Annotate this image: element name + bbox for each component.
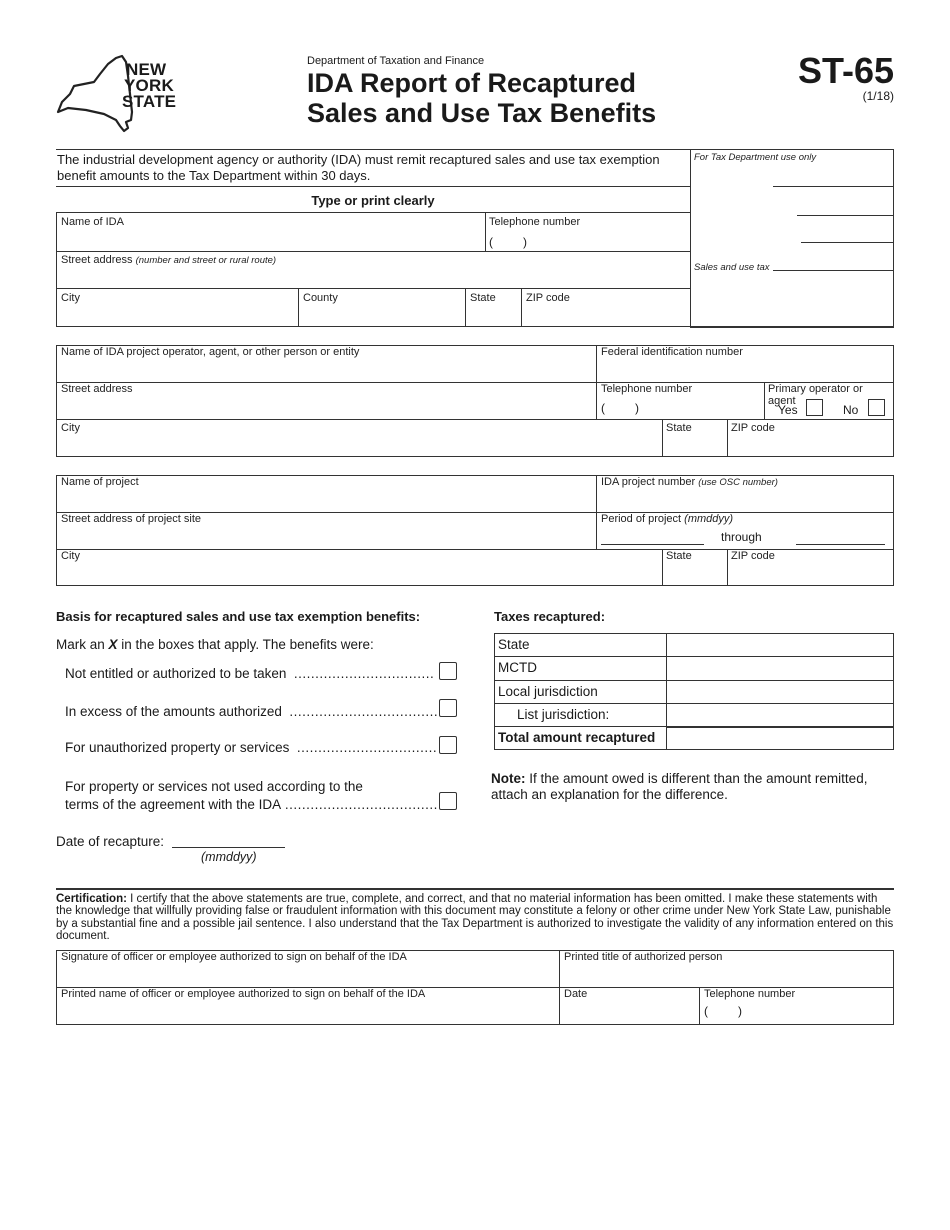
primary-no-checkbox[interactable] bbox=[868, 399, 885, 416]
ida-zip-label: ZIP code bbox=[526, 292, 570, 304]
cert-date-field[interactable] bbox=[560, 988, 698, 1024]
tax-row-local-label: Local jurisdiction bbox=[498, 684, 598, 699]
title-line-2: Sales and Use Tax Benefits bbox=[307, 98, 657, 128]
note-label: Note: bbox=[491, 771, 526, 786]
tax-row-mctd-label: MCTD bbox=[498, 660, 537, 675]
basis-item-2-label: In excess of the amounts authorized bbox=[65, 704, 282, 719]
period-end-input[interactable] bbox=[796, 530, 885, 545]
ida-county-field[interactable] bbox=[299, 289, 464, 326]
ida-city-field[interactable] bbox=[57, 289, 297, 326]
project-city-label: City bbox=[61, 550, 80, 562]
basis-item-2-checkbox[interactable] bbox=[439, 699, 457, 717]
basis-item-not-entitled bbox=[65, 666, 434, 681]
taxes-note bbox=[491, 771, 891, 803]
operator-name-label: Name of IDA project operator, agent, or other person or entity bbox=[61, 346, 360, 358]
printed-name-field[interactable] bbox=[57, 988, 558, 1024]
certification-text bbox=[56, 893, 894, 943]
basis-item-4-line-2: terms of the agreement with the IDA bbox=[65, 797, 282, 812]
ida-telephone-field[interactable] bbox=[486, 213, 689, 250]
operator-street-label: Street address bbox=[61, 383, 133, 395]
certification-body: I certify that the above statements are true, complete, and correct, and that no material information has been omitted. I make these statements with the knowledge that willfully providing false or fraudulent information with this document may constitute a felony or other crime under New York State Law, punishable by a substantial fine and a possible jail sentence. I also understand that the Tax Department is authorized to investigate the validity of any information entered on this document. bbox=[56, 893, 894, 943]
period-through-label: through bbox=[721, 530, 762, 544]
instruction-pre: Mark an bbox=[56, 637, 109, 652]
ida-street-label: Street address bbox=[61, 254, 133, 266]
basis-item-2-dots: ................................... bbox=[289, 704, 439, 719]
basis-item-3-dots: ................................. bbox=[296, 740, 438, 755]
primary-operator-group bbox=[765, 383, 893, 418]
basis-item-4-line-1: For property or services not used according to the bbox=[65, 779, 363, 794]
operator-zip-label: ZIP code bbox=[731, 422, 775, 434]
logo-text-state: STATE bbox=[122, 92, 177, 111]
basis-item-1-dots: ................................. bbox=[293, 666, 435, 681]
primary-yes-checkbox[interactable] bbox=[806, 399, 823, 416]
project-state-field[interactable] bbox=[663, 550, 726, 585]
operator-telephone-label: Telephone number bbox=[601, 383, 693, 395]
ida-city-label: City bbox=[61, 292, 80, 304]
basis-item-excess bbox=[65, 704, 438, 719]
operator-fein-label: Federal identification number bbox=[601, 346, 743, 358]
basis-item-3-label: For unauthorized property or services bbox=[65, 740, 290, 755]
project-name-label: Name of project bbox=[61, 476, 139, 488]
project-zip-label: ZIP code bbox=[731, 550, 775, 562]
tax-row-state-amount[interactable] bbox=[667, 634, 893, 656]
project-period-note: (mmddyy) bbox=[684, 513, 734, 525]
logo-text-york: YORK bbox=[124, 76, 174, 95]
sales-use-tax-label: Sales and use tax bbox=[694, 262, 770, 273]
ida-state-label: State bbox=[470, 292, 496, 304]
form-id: ST-65 bbox=[797, 50, 894, 91]
project-street-field[interactable] bbox=[57, 513, 595, 548]
printed-title-label: Printed title of authorized person bbox=[564, 951, 723, 963]
taxes-heading: Taxes recaptured: bbox=[494, 609, 606, 624]
period-start-input[interactable] bbox=[601, 530, 704, 545]
operator-telephone-field[interactable] bbox=[597, 383, 763, 418]
project-period-group bbox=[597, 513, 893, 548]
nys-logo bbox=[56, 54, 186, 134]
printed-name-label: Printed name of officer or employee authorized to sign on behalf of the IDA bbox=[61, 988, 426, 1000]
basis-heading: Basis for recaptured sales and use tax exemption benefits: bbox=[56, 609, 421, 624]
cert-telephone-paren: ( ) bbox=[704, 1004, 742, 1018]
cert-telephone-label: Telephone number bbox=[704, 988, 796, 1000]
basis-item-4-checkbox[interactable] bbox=[439, 792, 457, 810]
operator-name-field[interactable] bbox=[57, 346, 595, 381]
primary-yes-label: Yes bbox=[778, 403, 798, 417]
ida-telephone-label: Telephone number bbox=[489, 216, 581, 228]
date-of-recapture-note: (mmddyy) bbox=[201, 850, 257, 864]
ida-street-field[interactable] bbox=[57, 252, 689, 287]
project-zip-field[interactable] bbox=[728, 550, 893, 585]
basis-item-1-label: Not entitled or authorized to be taken bbox=[65, 666, 287, 681]
tax-row-list-jurisdiction-input[interactable] bbox=[667, 704, 893, 726]
operator-city-field[interactable] bbox=[57, 420, 661, 455]
ida-name-field[interactable] bbox=[57, 213, 484, 250]
project-number-label: IDA project number bbox=[601, 476, 696, 488]
ida-county-label: County bbox=[303, 292, 338, 304]
basis-item-1-checkbox[interactable] bbox=[439, 662, 457, 680]
project-name-field[interactable] bbox=[57, 476, 595, 511]
primary-operator-label: Primary operator or agent bbox=[768, 383, 863, 407]
cert-date-label: Date bbox=[564, 988, 588, 1000]
basis-item-3-checkbox[interactable] bbox=[439, 736, 457, 754]
printed-title-field[interactable] bbox=[560, 951, 893, 986]
instruction-post: in the boxes that apply. The benefits were: bbox=[117, 637, 374, 652]
operator-city-label: City bbox=[61, 422, 80, 434]
page-title bbox=[307, 68, 656, 128]
ida-zip-field[interactable] bbox=[522, 289, 689, 326]
tax-row-total-label: Total amount recaptured bbox=[498, 730, 656, 745]
department-name: Department of Taxation and Finance bbox=[307, 55, 485, 67]
project-state-label: State bbox=[666, 550, 692, 562]
tax-row-total-amount[interactable] bbox=[667, 728, 893, 749]
project-number-note: (use OSC number) bbox=[698, 477, 778, 488]
ida-state-field[interactable] bbox=[466, 289, 520, 326]
operator-telephone-paren: ( ) bbox=[601, 401, 639, 415]
note-text: If the amount owed is different than the amount remitted, attach an explanation for the difference. bbox=[491, 771, 868, 802]
operator-zip-field[interactable] bbox=[728, 420, 893, 455]
primary-no-label: No bbox=[843, 403, 859, 417]
project-period-label: Period of project bbox=[601, 513, 682, 525]
dept-use-label: For Tax Department use only bbox=[694, 152, 817, 163]
basis-item-unauthorized bbox=[65, 740, 437, 755]
date-of-recapture-input[interactable] bbox=[172, 834, 285, 848]
tax-row-state-label: State bbox=[498, 637, 530, 652]
basis-item-4-dots: .................................... bbox=[284, 797, 438, 812]
title-line-1: IDA Report of Recaptured bbox=[307, 68, 637, 98]
signature-label: Signature of officer or employee authorized to sign on behalf of the IDA bbox=[61, 951, 407, 963]
operator-state-label: State bbox=[666, 422, 692, 434]
project-number-field[interactable] bbox=[597, 476, 893, 511]
date-of-recapture-label: Date of recapture: bbox=[56, 834, 165, 849]
project-city-field[interactable] bbox=[57, 550, 661, 585]
ida-telephone-paren: ( ) bbox=[489, 235, 527, 249]
form-revision: (1/18) bbox=[862, 89, 894, 103]
ida-name-label: Name of IDA bbox=[61, 216, 124, 228]
certification-label: Certification: bbox=[56, 893, 127, 905]
tax-row-local-amount[interactable] bbox=[667, 681, 893, 703]
operator-state-field[interactable] bbox=[663, 420, 726, 455]
instruction-x: X bbox=[108, 637, 118, 652]
signature-field[interactable] bbox=[57, 951, 558, 986]
cert-telephone-field[interactable] bbox=[700, 988, 893, 1024]
operator-fein-field[interactable] bbox=[597, 346, 893, 381]
tax-row-list-jurisdiction-label: List jurisdiction: bbox=[517, 707, 610, 722]
basis-instruction bbox=[56, 637, 374, 652]
project-street-label: Street address of project site bbox=[61, 513, 202, 525]
ida-street-note: (number and street or rural route) bbox=[135, 255, 277, 266]
type-print-clearly: Type or print clearly bbox=[311, 193, 435, 208]
tax-department-use-box bbox=[690, 149, 894, 328]
operator-street-field[interactable] bbox=[57, 383, 595, 418]
tax-row-mctd-amount[interactable] bbox=[667, 657, 893, 679]
intro-text: The industrial development agency or authority (IDA) must remit recaptured sales and use tax exemption benefit amounts to the Tax Department within 30 days. bbox=[57, 152, 660, 183]
basis-item-not-used bbox=[65, 778, 438, 814]
logo-text-new: NEW bbox=[126, 60, 167, 79]
